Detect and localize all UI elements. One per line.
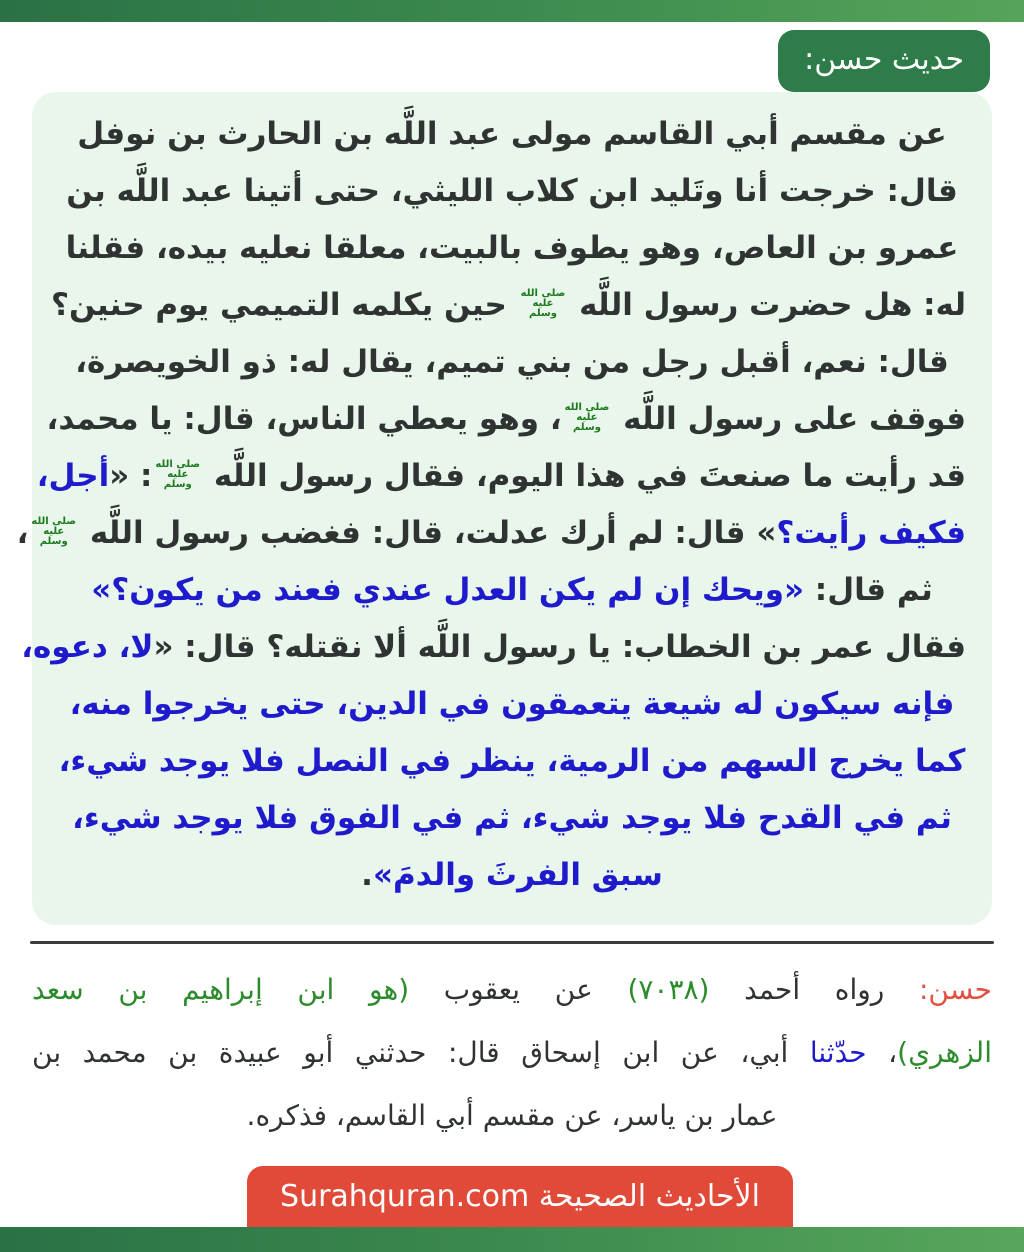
text-segment: رواه أحمد [709, 973, 919, 1006]
hadith-line [58, 334, 966, 391]
text-segment: حين يكلمه التميمي يوم حنين؟ [51, 287, 518, 323]
text-segment: فقال عمر بن الخطاب: يا رسول اللَّه ألا نقتله؟ قال: « [153, 629, 966, 665]
sallallahu-alayhi-wasallam-icon: صلى الله عليه وسلم [155, 458, 201, 490]
takhrij-line [32, 958, 992, 1021]
text-segment: . [361, 857, 373, 893]
text-segment: فكيف رأيت؟ [776, 515, 966, 551]
site-banner-link[interactable]: الأحاديث الصحيحة Surahquran.com [247, 1166, 793, 1227]
sallallahu-alayhi-wasallam-icon: صلى الله عليه وسلم [31, 515, 77, 547]
text-segment: ثم في القدح فلا يوجد شيء، ثم في الفوق فلا يوجد شيء، [72, 800, 952, 836]
text-segment: : « [109, 458, 153, 494]
hadith-line [58, 847, 966, 904]
hadith-line [58, 562, 966, 619]
text-segment: (٧٠٣٨) [627, 973, 710, 1006]
hadith-line [58, 106, 966, 163]
sallallahu-alayhi-wasallam-icon: صلى الله عليه وسلم [520, 287, 566, 319]
text-segment: الزهري) [897, 1036, 992, 1069]
text-segment: «ويحك إن لم يكن العدل عندي فعند من يكون؟» [91, 572, 805, 608]
top-decorative-band [0, 0, 1024, 22]
text-segment: له: هل حضرت رسول اللَّه [568, 287, 966, 323]
text-segment: عمرو بن العاص، وهو يطوف بالبيت، معلقا نعليه بيده، فقلنا [65, 230, 959, 266]
sallallahu-alayhi-wasallam-icon: صلى الله عليه وسلم [564, 401, 610, 433]
text-segment: ، [866, 1036, 898, 1069]
takhrij-line [32, 1021, 992, 1084]
text-segment: قد رأيت ما صنعتَ في هذا اليوم، فقال رسول اللَّه [203, 458, 966, 494]
text-segment: ، [16, 515, 29, 551]
hadith-text [16, 92, 992, 925]
hadith-line [46, 391, 966, 448]
text-segment: أجل، [36, 458, 110, 494]
text-segment: ثم قال: [804, 572, 933, 608]
hadith-line [58, 163, 966, 220]
text-segment: عن مقسم أبي القاسم مولى عبد اللَّه بن الحارث بن نوفل [77, 116, 947, 152]
text-segment: (هو ابن إبراهيم بن سعد [32, 973, 410, 1006]
hadith-line [36, 448, 966, 505]
takhrij-line [32, 1084, 992, 1147]
text-segment: فوقف على رسول اللَّه [612, 401, 966, 437]
hadith-line [58, 733, 966, 790]
text-segment: كما يخرج السهم من الرمية، ينظر في النصل فلا يوجد شيء، [58, 743, 966, 779]
text-segment: عمار بن ياسر، عن مقسم أبي القاسم، فذكره. [246, 1099, 778, 1132]
hadith-line [58, 220, 966, 277]
hadith-line [58, 676, 966, 733]
text-segment: ، وهو يعطي الناس، قال: يا محمد، [46, 401, 562, 437]
text-segment: حسن: [918, 973, 992, 1006]
text-segment: عن يعقوب [409, 973, 628, 1006]
hadith-line [51, 277, 966, 334]
text-segment: قال: خرجت أنا وتَليد ابن كلاب الليثي، حتى أتينا عبد اللَّه بن [66, 173, 958, 209]
text-segment: » قال: لم أرك عدلت، قال: فغضب رسول اللَّه [79, 515, 777, 551]
text-segment: سبق الفرثَ والدمَ» [372, 857, 663, 893]
text-segment: أبي، عن ابن إسحاق قال: حدثني أبو عبيدة بن محمد بن [32, 1036, 810, 1069]
bottom-decorative-band [0, 1227, 1024, 1252]
hadith-line [16, 505, 966, 562]
hadith-grade-label: حديث حسن: [778, 30, 990, 92]
hadith-line [21, 619, 966, 676]
section-divider [30, 941, 994, 944]
text-segment: قال: نعم، أقبل رجل من بني تميم، يقال له: ذو الخويصرة، [75, 344, 949, 380]
text-segment: فإنه سيكون له شيعة يتعمقون في الدين، حتى يخرجوا منه، [69, 686, 955, 722]
text-segment: حدّثنا [809, 1036, 867, 1069]
takhrij-text [32, 958, 992, 1147]
text-segment: لا، دعوه، [21, 629, 154, 665]
hadith-line [58, 790, 966, 847]
